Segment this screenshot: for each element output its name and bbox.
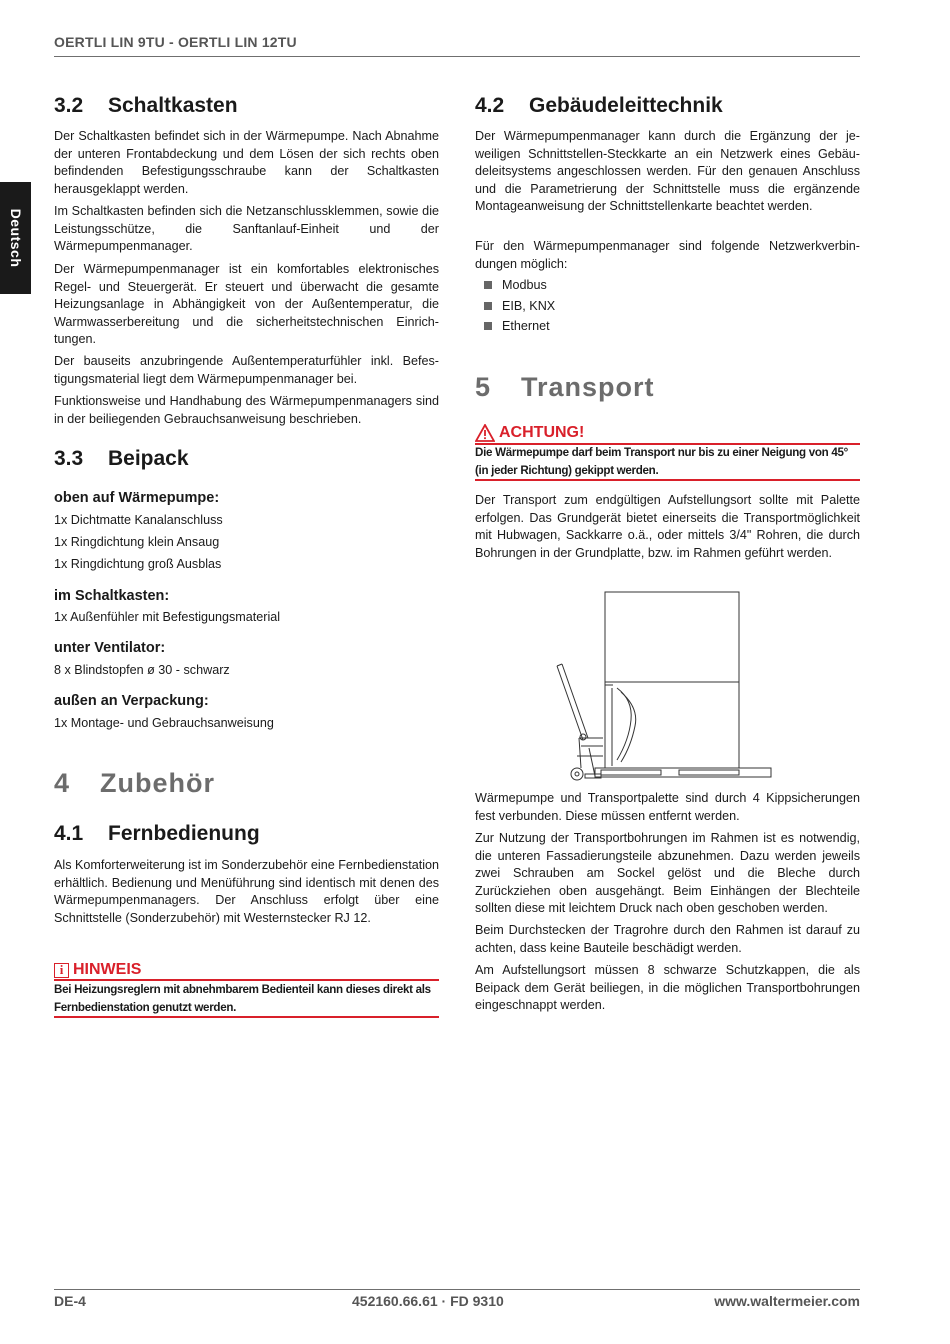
page-number: DE-4 — [54, 1293, 86, 1309]
section-title: Gebäudeleittechnik — [529, 94, 723, 117]
list-item: Ethernet — [475, 316, 555, 337]
paragraph: Zur Nutzung der Transportbohrungen im Rahmen ist es notwendig, die unteren Fassadierungsteile abzunehmen. Dazu werden jeweils zwei Schrauben am Sockel gelöst und die Bleche durch Zurückziehen oben ausgehängt. Beim Einhängen der Blechteile sollten diese mit leichtem Druck nach oben geschoben werden. — [475, 831, 860, 916]
document-title: OERTLI LIN 9TU - OERTLI LIN 12TU — [54, 34, 297, 50]
notice-text: Die Wärmepumpe darf beim Transport nur bis zu einer Neigung von 45° (in jeder Richtung) gekippt werden. — [475, 446, 848, 477]
notice-text: Bei Heizungsreglern mit abnehmbarem Bedienteil kann dieses direkt als Fernbedienstation genutzt werden. — [54, 983, 431, 1014]
section-title: Fernbedienung — [108, 822, 260, 845]
network-list — [475, 275, 555, 337]
section-3-3-heading — [54, 447, 189, 471]
paragraph: Der Schaltkasten befindet sich in der Wärmepumpe. Nach Abnahme der unteren Frontabdeckung und dem Lösen der sich rechts oben befindenden Befestigungsschraube kann der Schaltkasten herausgeklappt werden. — [54, 129, 439, 196]
language-label: Deutsch — [7, 208, 24, 268]
page-footer — [54, 1289, 860, 1314]
chapter-title: Zubehör — [100, 768, 215, 798]
section-4-2-heading — [475, 94, 723, 118]
paragraph: Am Aufstellungsort müssen 8 schwarze Schutzkappen, die als Beipack dem Gerät beiliegen, in die möglichen Transportbohrungen eingeschnappt werden. — [475, 963, 860, 1013]
notice-bottom-rule — [54, 1016, 439, 1018]
chapter-title: Transport — [521, 372, 655, 402]
notice-label: HINWEIS — [73, 961, 142, 978]
list-item: Modbus — [475, 275, 555, 296]
paragraph: Im Schaltkasten befinden sich die Netzanschlussklemmen, sowie die Leistungsschütze, die Sanftanlauf-Einheit und der Wärmepumpenmanager. — [54, 204, 439, 254]
warning-triangle-icon — [475, 424, 495, 442]
list-item: 1x Montage- und Gebrauchsanweisung — [54, 716, 274, 730]
paragraph: Für den Wärmepumpenmanager sind folgende Netzwerkverbindungen möglich: — [475, 239, 860, 271]
notice-label: ACHTUNG! — [499, 424, 585, 441]
group-heading: unter Ventilator: — [54, 640, 166, 656]
paragraph: Der Wärmepumpenmanager kann durch die Ergänzung der jeweiligen Schnittstellen-Steckkarte an ein Netzwerk eines Gebäudeleitsystems angeschlossen werden. Für den genauen Anschluss und die Parametrierung der Schnittstelle muss die ergänzende Montageanweisung der Schnittstellenkarte beachtet werden. — [475, 129, 860, 214]
section-title: Schaltkasten — [108, 94, 238, 117]
group-heading: oben auf Wärmepumpe: — [54, 490, 220, 506]
paragraph: Der Wärmepumpenmanager ist ein komfortables elektronisches Regel- und Steuergerät. Er steuert und überwacht die gesamte Heizungsanlage in Abhängigkeit von der Außentemperatur, die Warmwasserbereitung und die sicherheitstechnischen Einrichtungen. — [54, 262, 439, 347]
paragraph: Der bauseits anzubringende Außentemperaturfühler inkl. Befestigungsmaterial liegt dem Wärmepumpenmanager bei. — [54, 354, 439, 386]
info-icon: i — [54, 963, 69, 978]
list-item: 1x Außenfühler mit Befestigungsmaterial — [54, 610, 281, 624]
list-item: 1x Ringdichtung groß Ausblas — [54, 557, 222, 571]
section-title: Beipack — [108, 447, 189, 470]
list-item: EIB, KNX — [475, 296, 555, 317]
section-4-1-heading — [54, 822, 260, 846]
wheel-icon — [571, 768, 583, 780]
chapter-4-heading — [54, 768, 215, 799]
list-item: 1x Ringdichtung klein Ansaug — [54, 535, 220, 549]
paragraph: Beim Durchstecken der Tragrohre durch den Rahmen ist darauf zu achten, dass keine Bauteile beschädigt werden. — [475, 923, 860, 955]
section-3-2-heading — [54, 94, 238, 118]
chapter-5-heading — [475, 372, 655, 403]
heat-pump-body-icon — [605, 592, 739, 768]
paragraph: Wärmepumpe und Transportpalette sind durch 4 Kippsicherungen fest verbunden. Diese müssen entfernt werden. — [475, 791, 860, 823]
section-number: 4.2 — [475, 94, 505, 117]
section-number: 3.2 — [54, 94, 84, 117]
list-item: 8 x Blindstopfen ø 30 - schwarz — [54, 663, 230, 677]
transport-figure — [555, 590, 775, 790]
website-url: www.waltermeier.com — [714, 1293, 860, 1309]
group-heading: außen an Verpackung: — [54, 693, 209, 709]
notice-bottom-rule — [475, 479, 860, 481]
list-item: 1x Dichtmatte Kanalanschluss — [54, 513, 223, 527]
page-header — [54, 34, 860, 57]
chapter-number: 4 — [54, 768, 71, 798]
document-number: 452160.66.61 · FD 9310 — [352, 1293, 504, 1309]
group-heading: im Schaltkasten: — [54, 588, 170, 604]
achtung-notice-title — [475, 424, 584, 442]
section-number: 3.3 — [54, 447, 84, 470]
paragraph: Als Komforterweiterung ist im Sonderzubehör eine Fernbedienstation erhältlich. Bedienung und Menüführung sind identisch mit denen des Wärmepumpenmanagers. Der Anschluss erfolgt über eine Schnittstelle (Sonderzubehör) mit Westernstecker RJ 12. — [54, 858, 440, 925]
chapter-number: 5 — [475, 372, 492, 402]
language-tab — [0, 182, 31, 294]
hinweis-notice-title — [54, 961, 141, 979]
section-number: 4.1 — [54, 822, 84, 845]
paragraph: Funktionsweise und Handhabung des Wärmepumpenmanagers sind in der beiliegenden Gebrauchsanweisung beschrieben. — [54, 394, 439, 426]
paragraph: Der Transport zum endgültigen Aufstellungsort sollte mit Palette erfolgen. Das Grundgerät bietet einerseits die Transportmöglichkeit mit Hubwagen, Sackkarre o.ä., oder mittels 3/4" Rohren, die durch Bohrungen in der Grundplatte, bzw. im Rahmen geführt werden. — [475, 493, 860, 560]
